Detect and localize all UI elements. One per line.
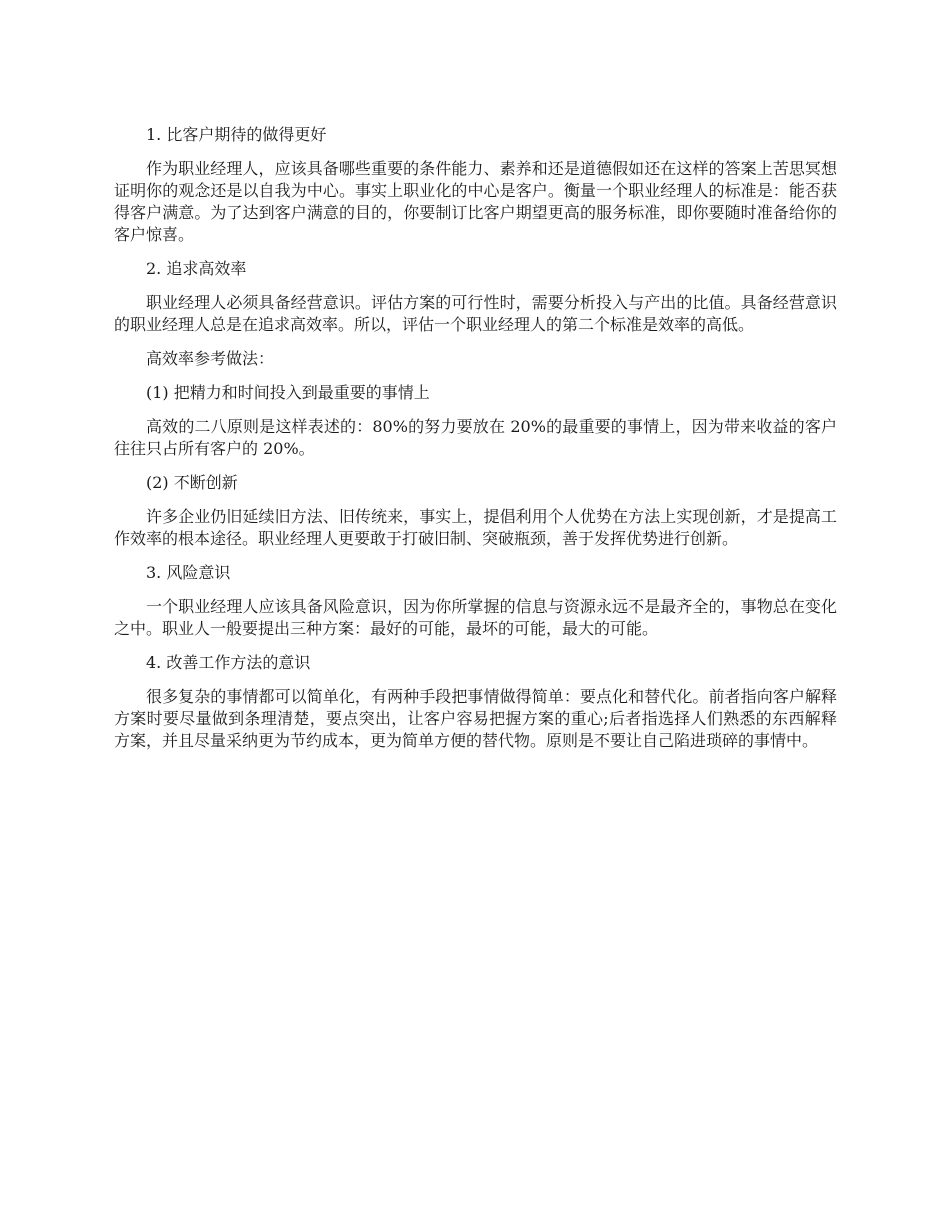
paragraph-5: 许多企业仍旧延续旧方法、旧传统来，事实上，提倡利用个人优势在方法上实现创新，才是提高工作效率的根本途径。职业经理人更要敢于打破旧制、突破瓶颈，善于发挥优势进行创新。 (114, 507, 837, 548)
subheading-1: (1) 把精力和时间投入到最重要的事情上 (146, 383, 430, 402)
paragraph-2: 职业经理人必须具备经营意识。评估方案的可行性时，需要分析投入与产出的比值。具备经营意识的职业经理人总是在追求高效率。所以，评估一个职业经理人的第二个标准是效率的高低。 (114, 293, 837, 334)
section-heading-3: 3. 风险意识 (146, 563, 231, 582)
section-heading-4: 4. 改善工作方法的意识 (146, 653, 311, 672)
subheading-2: (2) 不断创新 (146, 473, 238, 492)
paragraph-3: 高效率参考做法： (146, 349, 275, 368)
section-heading-2: 2. 追求高效率 (146, 259, 247, 278)
paragraph-4: 高效的二八原则是这样表述的：80%的努力要放在 20%的最重要的事情上，因为带来收益的客户往往只占所有客户的 20%。 (114, 417, 837, 458)
section-heading-1: 1. 比客户期待的做得更好 (146, 125, 327, 144)
paragraph-6: 一个职业经理人应该具备风险意识，因为你所掌握的信息与资源永远不是最齐全的，事物总在变化之中。职业人一般要提出三种方案：最好的可能，最坏的可能，最大的可能。 (114, 597, 837, 638)
document-page (114, 124, 837, 764)
paragraph-7: 很多复杂的事情都可以简单化，有两种手段把事情做得简单：要点化和替代化。前者指向客户解释方案时要尽量做到条理清楚，要点突出，让客户容易把握方案的重心;后者指选择人们熟悉的东西解释方案，并且尽量采纳更为节约成本，更为简单方便的替代物。原则是不要让自己陷进琐碎的事情中。 (114, 687, 837, 750)
paragraph-1: 作为职业经理人，应该具备哪些重要的条件能力、素养和还是道德假如还在这样的答案上苦思冥想证明你的观念还是以自我为中心。事实上职业化的中心是客户。衡量一个职业经理人的标准是：能否获得客户满意。为了达到客户满意的目的，你要制订比客户期望更高的服务标准，即你要随时准备给你的客户惊喜。 (114, 159, 837, 244)
